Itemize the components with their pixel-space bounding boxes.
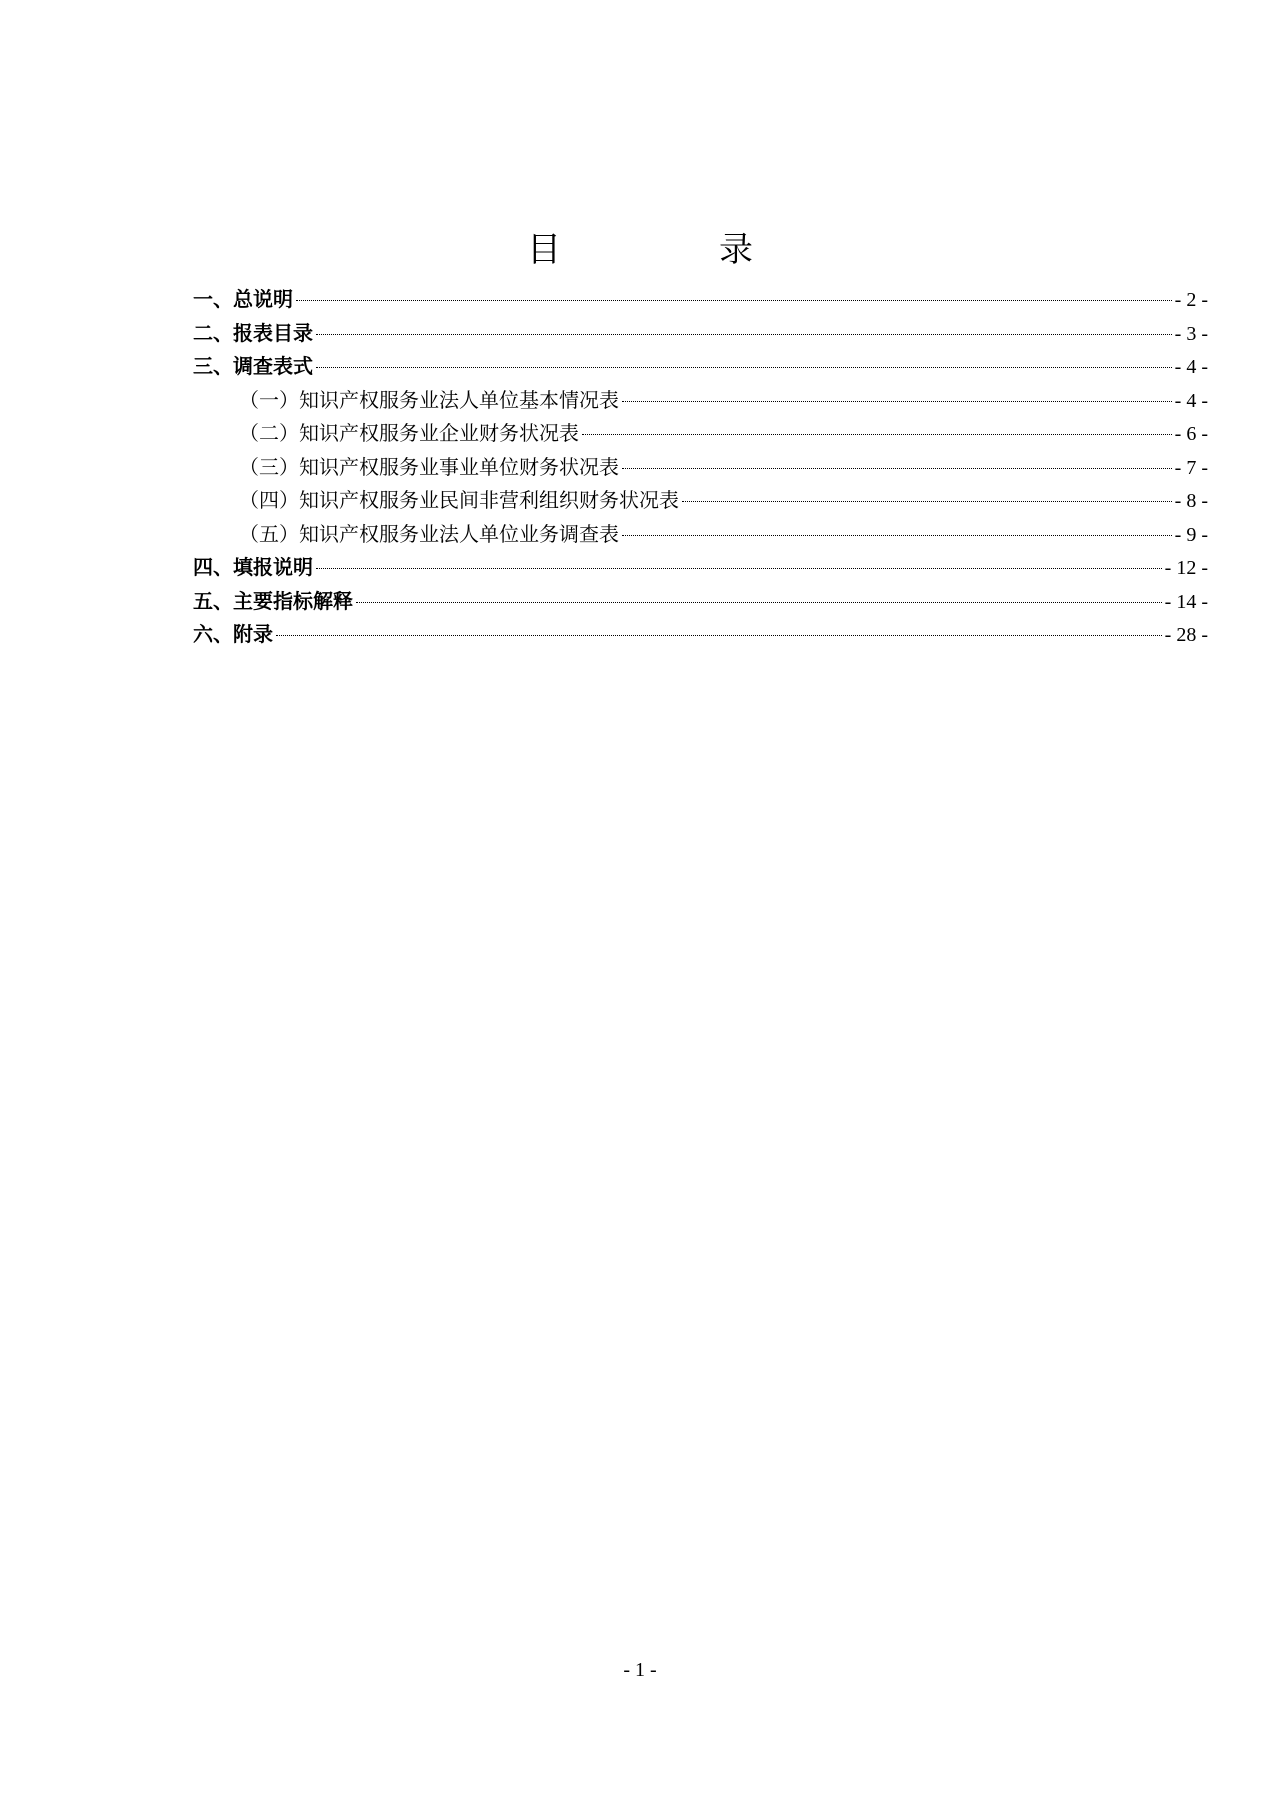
toc-entry[interactable] xyxy=(193,350,1208,384)
toc-entry-label[interactable]: （一）知识产权服务业法人单位基本情况表 xyxy=(239,387,619,412)
toc-entry-label[interactable]: 二、报表目录 xyxy=(193,320,313,345)
toc-dot-leader xyxy=(622,401,1172,402)
toc-entry-page[interactable]: - 2 - xyxy=(1174,289,1208,311)
toc-dot-leader xyxy=(622,468,1172,469)
toc-dot-leader xyxy=(296,300,1172,301)
toc-entry-page[interactable]: - 28 - xyxy=(1164,624,1208,646)
toc-entry-page[interactable]: - 7 - xyxy=(1174,456,1208,479)
toc-entry-label[interactable]: 六、附录 xyxy=(193,622,273,646)
toc-entry[interactable] xyxy=(193,518,1208,552)
toc-entry-page[interactable]: - 3 - xyxy=(1174,322,1208,345)
toc-entry[interactable] xyxy=(193,283,1208,317)
toc-entry-page[interactable]: - 4 - xyxy=(1174,389,1208,412)
page-number: - 1 - xyxy=(623,1659,657,1681)
toc-entry[interactable] xyxy=(193,484,1208,518)
toc-entry-label[interactable]: 三、调查表式 xyxy=(193,354,313,378)
toc-dot-leader xyxy=(682,501,1172,502)
toc-entry-page[interactable]: - 8 - xyxy=(1174,490,1208,512)
toc-entry-label[interactable]: 一、总说明 xyxy=(193,287,293,311)
toc-entry[interactable] xyxy=(193,417,1208,451)
toc-entry-label[interactable]: （三）知识产权服务业事业单位财务状况表 xyxy=(239,454,619,479)
toc-entry-label[interactable]: （四）知识产权服务业民间非营利组织财务状况表 xyxy=(239,488,679,512)
toc-entry-page[interactable]: - 4 - xyxy=(1174,356,1208,378)
toc-entry-page[interactable]: - 9 - xyxy=(1174,523,1208,546)
toc-entry[interactable] xyxy=(193,384,1208,418)
toc-entry-label[interactable]: （二）知识产权服务业企业财务状况表 xyxy=(239,421,579,445)
toc-entry-page[interactable]: - 6 - xyxy=(1174,423,1208,445)
toc-entry[interactable] xyxy=(193,451,1208,485)
toc-entry[interactable] xyxy=(193,585,1208,619)
toc-entry[interactable] xyxy=(193,317,1208,351)
toc-dot-leader xyxy=(276,635,1162,636)
toc-title: 目 录 xyxy=(527,230,815,270)
toc-entry[interactable] xyxy=(193,618,1208,652)
toc-entry-page[interactable]: - 12 - xyxy=(1164,557,1208,579)
toc-dot-leader xyxy=(316,367,1172,368)
toc-entry[interactable] xyxy=(193,551,1208,585)
toc-dot-leader xyxy=(316,568,1162,569)
toc-entry-page[interactable]: - 14 - xyxy=(1164,590,1208,613)
toc-dot-leader xyxy=(582,434,1172,435)
toc-entry-label[interactable]: 五、主要指标解释 xyxy=(193,588,353,613)
toc-entry-label[interactable]: （五）知识产权服务业法人单位业务调查表 xyxy=(239,521,619,546)
toc-dot-leader xyxy=(316,334,1172,335)
table-of-contents xyxy=(193,283,1208,652)
toc-dot-leader xyxy=(622,535,1172,536)
toc-dot-leader xyxy=(356,602,1162,603)
toc-entry-label[interactable]: 四、填报说明 xyxy=(193,555,313,579)
